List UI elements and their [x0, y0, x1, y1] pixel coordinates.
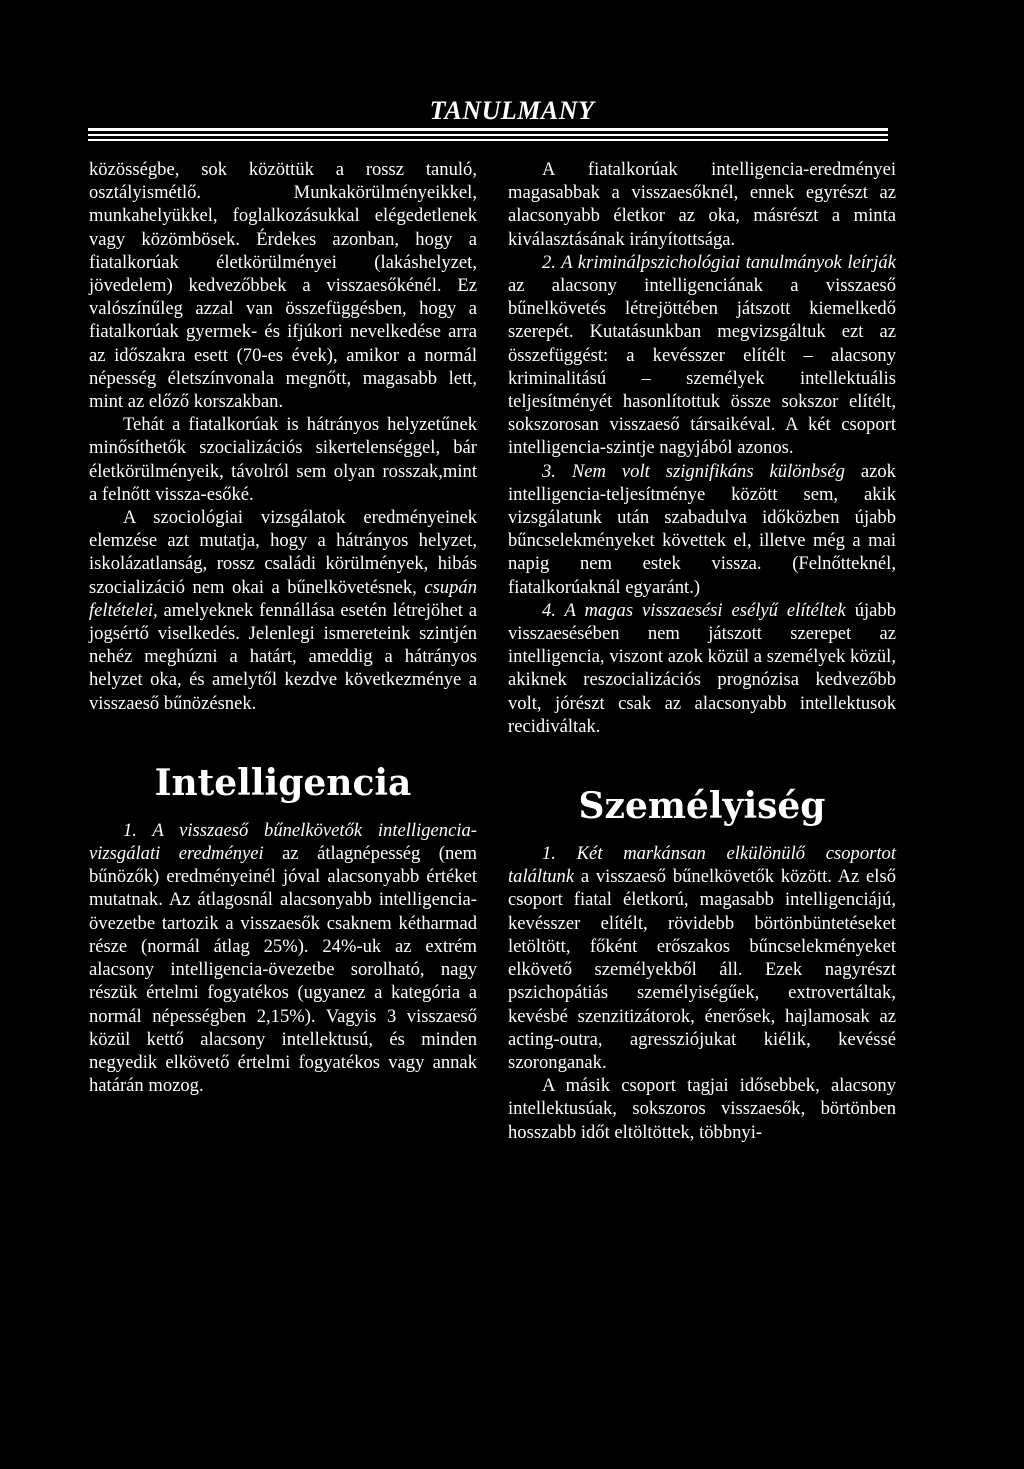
left-paragraph-3-start: A szociológiai vizsgálatok eredményeinek elemzése azt mutatja, hogy a hátrányos helyzet, iskolázatlanság, rossz családi körülmények, hibás szocializáció nem okai a bűnelkövetésnek, — [89, 507, 477, 598]
right-paragraph-3 — [508, 460, 896, 599]
right-column — [508, 158, 896, 1144]
right-paragraph-5-body: a visszaeső bűnelkövetők között. Az első csoport fiatal életkorú, magasabb intelligenciájú, kevésszer elítélt, rövidebb börtönbüntetéseket letöltött, főként erőszakos bűncselekményeket elkövető személyekből áll. Ezek nagyrészt pszichopátiás személyiségűek, extrovertáltak, kevésbé szenzitizátorok, énerősek, hajlamosak az acting-outra, agressziójukat kiélik, kevéssé szoronganak. — [508, 866, 896, 1073]
section-heading-intelligencia: Intelligencia — [154, 761, 412, 804]
right-paragraph-5-emphasis: 1. Két markánsan elkülönülő csoportot találtunk — [508, 843, 896, 888]
left-paragraph-4-body: az átlagnépesség (nem bűnözők) eredményeinél jóval alacsonyabb értéket mutatnak. Az átlagosnál alacsonyabb intelligencia-övezetbe tartozik a visszaesők csaknem kétharmad része (normál átlag 25%). 24%-uk az extrém alacsony intelligencia-övezetbe sorolható, nagy részük értelmi fogyatékos (ugyanez a kategória a normál népességben 2,15%). Vagyis 3 visszaeső közül kettő alacsony intellektusú, és minden negyedik elkövető értelmi fogyatékos vagy annak határán mozog. — [89, 843, 477, 1097]
right-paragraph-6: A másik csoport tagjai idősebbek, alacsony intellektusúak, sokszoros visszaesők, börtönben hosszabb időt eltöltöttek, többnyi- — [508, 1075, 896, 1143]
right-paragraph-2-emphasis: 2. A kriminálpszichológiai tanulmányok leírják — [542, 251, 896, 273]
left-paragraph-2: Tehát a fiatalkorúak is hátrányos helyzetűnek minősíthetők szocializációs sikertelenséggel, bár életkörülményeik, távolról sem olyan rosszak,mint a felnőtt vissza-esőké. — [89, 414, 477, 505]
left-paragraph-1: közösségbe, sok közöttük a rossz tanuló, osztályismétlő. Munkakörülményeikkel, munkahelyükkel, foglalkozásukkal elégedetlenek vagy közömbösek. Érdekes azonban, hogy a fiatalkorúak életkörülményei (lakáshelyzet, jövedelem) kedvezőbbek a visszaesőkénél. Ez valószínűleg azzal van összefüggésben, hogy a fiatalkorúak gyermek- és ifjúkori nevelkedése arra az időszakra esett (70-es évek), amikor a normál népesség életszínvonala megnőtt, magasabb lett, mint az előző korszakban. — [89, 159, 477, 413]
right-paragraph-4-body: újabb visszaesésében nem játszott szerepet az intelligencia, viszont azok közül a személyek közül, akiknek reszocializációs prognózisa kedvezőbb volt, jórészt csak az alacsonyabb intellektusok recidiváltak. — [508, 599, 896, 737]
right-paragraph-3-emphasis: 3. Nem volt szignifikáns különbség — [542, 460, 845, 482]
left-paragraph-3 — [89, 506, 477, 715]
header-rule-bottom — [88, 139, 888, 141]
section-heading-szemelyiseg: Személyiség — [578, 785, 826, 828]
right-paragraph-2-body: az alacsony intelligenciának a visszaeső bűnelkövetés létrejöttében játszott kiemelkedő szerepét. Kutatásunkban megvizsgáltuk ezt az összefüggést: a kevésszer elítélt – alacsony kriminalitású – személyek intellektuális teljesítményét hasonlítottuk össze sokszor elítélt, sokszorosan visszaeső társaikéval. A két csoport intelligencia-szintje nagyjából azonos. — [508, 275, 896, 459]
right-paragraph-3-body: azok intelligencia-teljesítménye között sem, akik vizsgálatunk után szabadulva időközben újabb bűncselekményeket követtek el, illetve még a mai napig nem estek vissza. (Felnőtteknél, fiatalkorúaknál egyaránt.) — [508, 460, 896, 598]
right-paragraph-4 — [508, 599, 896, 738]
left-paragraph-4 — [89, 819, 477, 1097]
right-paragraph-2 — [508, 251, 896, 460]
right-paragraph-5 — [508, 842, 896, 1074]
left-paragraph-4-emphasis: 1. A visszaeső bűnelkövetők intelligencia-vizsgálati eredményei — [89, 819, 477, 865]
left-paragraph-3-end: amelyeknek fennállása esetén létrejöhet a jogsértő viselkedés. Jelenlegi ismereteink szintjén nehéz meghúzni a határt, ameddig a hátrányos helyzet oka, és amelytől kezdve következménye a visszaeső bűnözésnek. — [89, 599, 477, 714]
header-rule-middle — [88, 134, 888, 136]
header-title: TANULMANY — [429, 96, 595, 125]
left-paragraph-3-emphasis: csupán feltételei, — [89, 576, 477, 621]
right-paragraph-1: A fiatalkorúak intelligencia-eredményei magasabbak a visszaesőknél, ennek egyrészt az alacsonyabb életkor az oka, másrészt a minta kiválasztásának irányítottsága. — [508, 159, 896, 250]
right-paragraph-4-emphasis: 4. A magas visszaesési esélyű elítéltek — [542, 599, 846, 621]
header-rule-top — [88, 128, 888, 131]
left-column — [89, 158, 477, 1097]
